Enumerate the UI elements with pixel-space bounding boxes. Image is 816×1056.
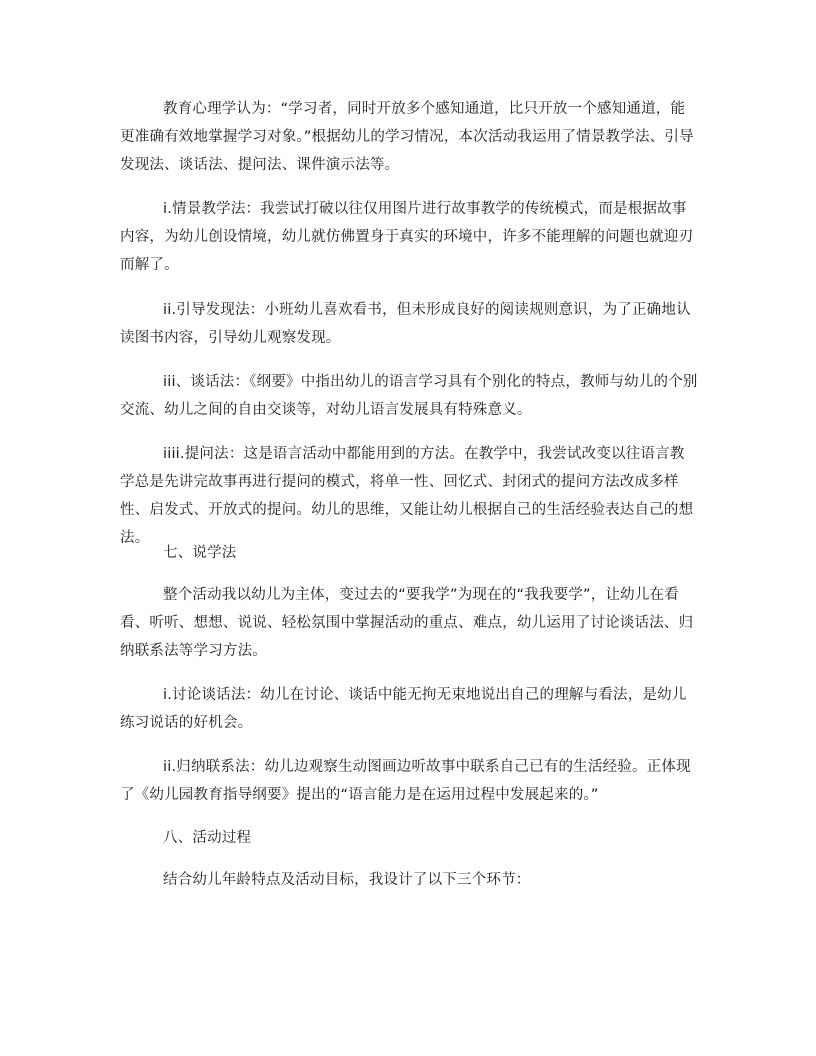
paragraph-discussion-method: i.讨论谈话法：幼儿在讨论、谈话中能无拘无束地说出自己的理解与看法，是幼儿练习说话的好机会。 — [120, 687, 687, 731]
paragraph-conversation-method: iii、谈话法：《纲要》中指出幼儿的语言学习具有个别化的特点，教师与幼儿的个别交流、幼儿之间的自由交谈等，对幼儿语言发展具有特殊意义。 — [120, 374, 698, 418]
paragraph-induction-method: ii.归纳联系法：幼儿边观察生动图画边听故事中联系自己已有的生活经验。正体现了《幼儿园教育指导纲要》提出的“语言能力是在运用过程中发展起来的。” — [120, 759, 691, 803]
paragraph-activity-process-intro: 结合幼儿年龄特点及活动目标，我设计了以下三个环节： — [163, 872, 531, 888]
section-heading-learning-method: 七、说学法 — [163, 545, 237, 561]
paragraph-learning-method-intro: 整个活动我以幼儿为主体，变过去的“要我学”为现在的“我我要学”，让幼儿在看看、听听、想想、说说、轻松氛围中掌握活动的重点、难点，幼儿运用了讨论谈话法、归纳联系法等学习方法。 — [120, 587, 694, 659]
paragraph-questioning-method: iiii.提问法：这是语言活动中都能用到的方法。在教学中，我尝试改变以往语言教学总是先讲完故事再进行提问的模式，将单一性、回忆式、封闭式的提问方法改成多样性、启发式、开放式的提问。幼儿的思维，又能让幼儿根据自己的生活经验表达自己的想法。 — [120, 446, 694, 546]
paragraph-guided-discovery: ii.引导发现法：小班幼儿喜欢看书，但未形成良好的阅读规则意识，为了正确地认读图书内容，引导幼儿观察发现。 — [120, 302, 691, 346]
paragraph-situational-method: i.情景教学法：我尝试打破以往仅用图片进行故事教学的传统模式，而是根据故事内容，为幼儿创设情境，幼儿就仿佛置身于真实的环境中，许多不能理解的问题也就迎刃而解了。 — [120, 201, 694, 273]
paragraph-psychology-intro: 教育心理学认为：“学习者，同时开放多个感知通道，比只开放一个感知通道，能更准确有效地掌握学习对象。”根据幼儿的学习情况，本次活动我运用了情景教学法、引导发现法、谈话法、提问法、课件演示法等。 — [120, 101, 694, 173]
section-heading-activity-process: 八、活动过程 — [163, 830, 252, 846]
